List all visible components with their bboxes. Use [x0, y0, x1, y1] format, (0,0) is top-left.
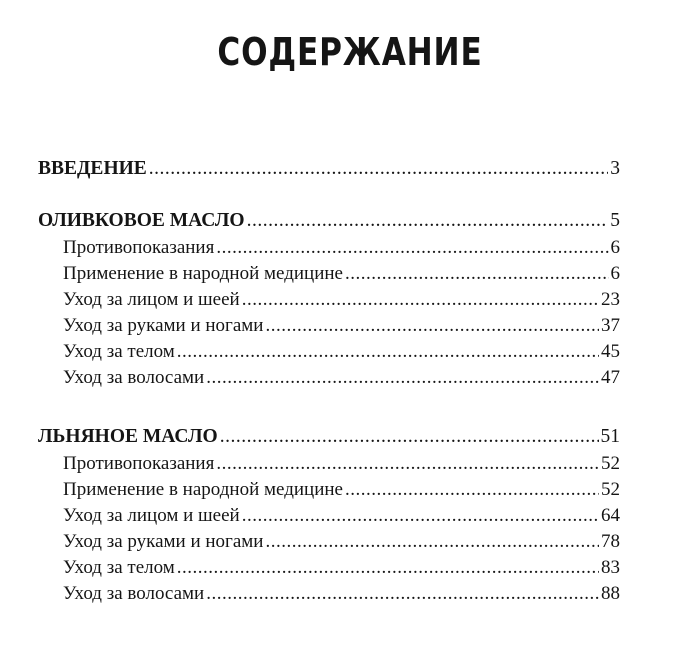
toc-entry-label: Уход за телом [63, 557, 175, 578]
toc-entry-label: ЛЬНЯНОЕ МАСЛО [38, 426, 218, 447]
toc-entry-linseed-hands-feet [38, 529, 620, 555]
toc-entry-label: Уход за лицом и шеей [63, 505, 240, 526]
toc-entry-label: Уход за волосами [63, 367, 205, 388]
dot-leader [242, 287, 599, 309]
toc-entry-label: Уход за руками и ногами [63, 315, 264, 336]
toc-entry-page: 45 [601, 341, 620, 362]
toc-entry-linseed-hair [38, 581, 620, 607]
toc-entry-introduction [38, 155, 620, 183]
toc-entry-label: ОЛИВКОВОЕ МАСЛО [38, 210, 245, 231]
toc-entry-label: ВВЕДЕНИЕ [38, 158, 147, 179]
toc-entry-linseed-oil [38, 423, 620, 451]
toc-entry-label: Уход за лицом и шеей [63, 289, 240, 310]
toc-entry-page: 3 [610, 158, 620, 179]
toc-entry-page: 47 [601, 367, 620, 388]
dot-leader [247, 207, 609, 229]
toc-entry-linseed-contraindications [38, 451, 620, 477]
dot-leader [242, 503, 599, 525]
toc-entry-olive-folk-medicine [38, 261, 620, 287]
dot-leader [149, 155, 608, 177]
toc-entry-page: 64 [601, 505, 620, 526]
toc-entry-page: 52 [601, 479, 620, 500]
dot-leader [265, 529, 599, 551]
toc-entry-label: Противопоказания [63, 453, 215, 474]
toc-entry-page: 6 [610, 263, 620, 284]
toc-entry-olive-face-neck [38, 287, 620, 313]
toc-entry-page: 83 [601, 557, 620, 578]
dot-leader [345, 261, 609, 283]
toc-entry-page: 5 [610, 210, 620, 231]
dot-leader [220, 423, 599, 445]
dot-leader [216, 235, 608, 257]
toc-entry-page: 88 [601, 583, 620, 604]
table-of-contents [38, 155, 620, 607]
toc-entry-page: 52 [601, 453, 620, 474]
toc-entry-label: Противопоказания [63, 237, 215, 258]
toc-entry-linseed-folk-medicine [38, 477, 620, 503]
toc-entry-page: 37 [601, 315, 620, 336]
toc-entry-page: 78 [601, 531, 620, 552]
toc-entry-olive-body [38, 339, 620, 365]
toc-entry-linseed-face-neck [38, 503, 620, 529]
dot-leader [345, 477, 599, 499]
toc-entry-label: Уход за волосами [63, 583, 205, 604]
dot-leader [206, 581, 599, 603]
toc-entry-page: 23 [601, 289, 620, 310]
toc-entry-label: Уход за руками и ногами [63, 531, 264, 552]
toc-entry-olive-contraindications [38, 235, 620, 261]
toc-entry-page: 6 [610, 237, 620, 258]
dot-leader [216, 451, 599, 473]
page-title: СОДЕРЖАНИЕ [217, 30, 483, 74]
toc-entry-label: Уход за телом [63, 341, 175, 362]
toc-entry-label: Применение в народной медицине [63, 263, 343, 284]
dot-leader [177, 339, 599, 361]
toc-entry-label: Применение в народной медицине [63, 479, 343, 500]
dot-leader [177, 555, 599, 577]
toc-entry-olive-hair [38, 365, 620, 391]
dot-leader [206, 365, 599, 387]
toc-entry-linseed-body [38, 555, 620, 581]
dot-leader [265, 313, 599, 335]
toc-entry-page: 51 [600, 426, 620, 447]
toc-entry-olive-hands-feet [38, 313, 620, 339]
toc-entry-olive-oil [38, 207, 620, 235]
